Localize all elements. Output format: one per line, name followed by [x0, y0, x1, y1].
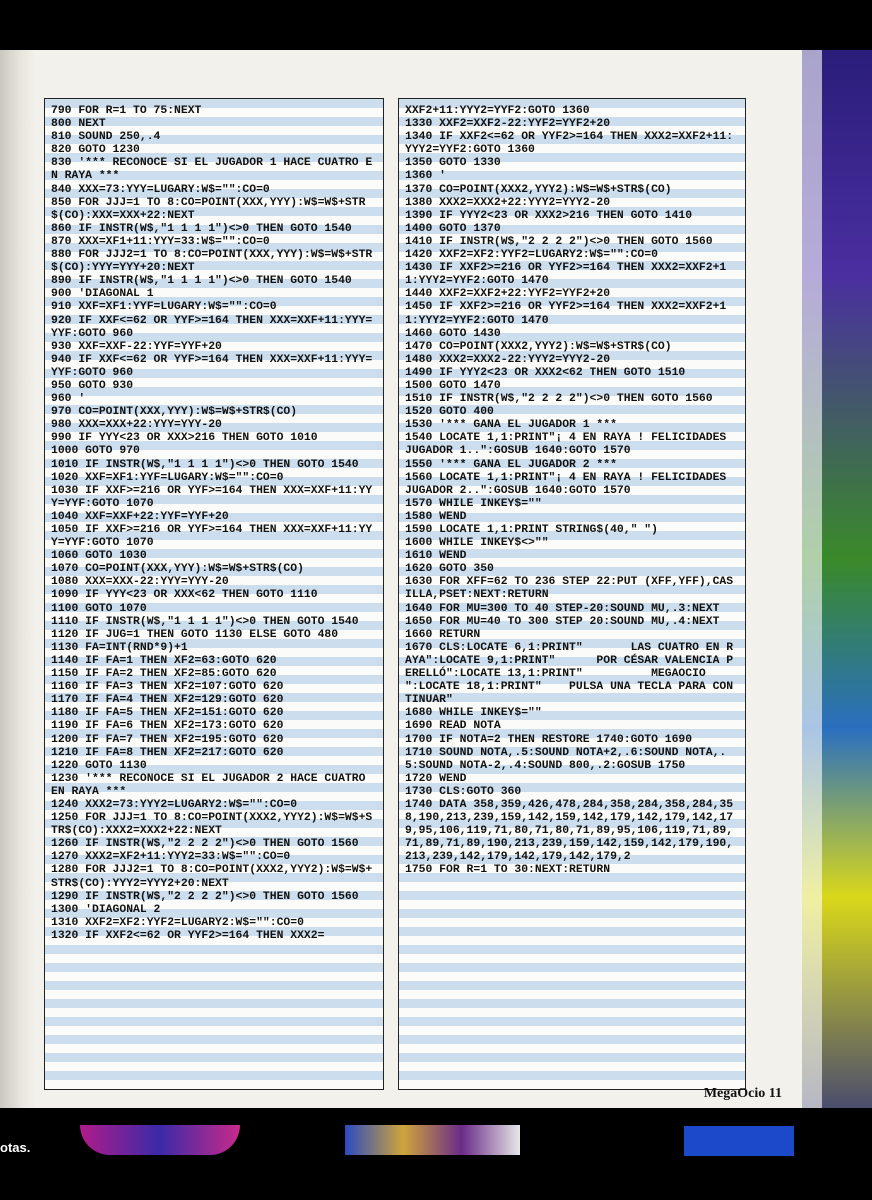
code-line: 1710 SOUND NOTA,.5:SOUND NOTA+2,.6:SOUND NOTA,.5:SOUND NOTA-2,.4:SOUND 800,.2:GOSUB 1750	[405, 746, 727, 772]
code-line: 1560 LOCATE 1,1:PRINT"¡ 4 EN RAYA ! FELICIDADES JUGADOR 2..":GOSUB 1640:GOTO 1570	[405, 471, 734, 497]
code-line: 1080 XXX=XXX-22:YYY=YYY-20	[51, 576, 229, 589]
code-line: 1610 WEND	[405, 550, 467, 563]
code-line: 850 FOR JJJ=1 TO 8:CO=POINT(XXX,YYY):W$=W$+STR$(CO):XXX=XXX+22:NEXT	[51, 196, 366, 222]
code-line: 1440 XXF2=XXF2+22:YYF2=YYF2+20	[405, 288, 611, 301]
code-line: 1170 IF FA=4 THEN XF2=129:GOTO 620	[51, 694, 284, 707]
code-line: 1400 GOTO 1370	[405, 222, 501, 235]
code-line: 790 FOR R=1 TO 75:NEXT	[51, 105, 202, 117]
code-line: 810 SOUND 250,.4	[51, 131, 161, 144]
code-line: 1310 XXF2=XF2:YYF2=LUGARY2:W$="":CO=0	[51, 916, 304, 929]
code-line: 1670 CLS:LOCATE 6,1:PRINT" LAS CUATRO EN RAYA":LOCATE 9,1:PRINT" POR CÉSAR VALENCIA PERELLÓ":LOCATE 13,1:PRINT" MEGAOCIO ":LOCATE 18,1:PRINT" PULSA UNA TECLA PARA CONTINUAR"	[405, 641, 761, 707]
code-line: 1390 IF YYY2<23 OR XXX2>216 THEN GOTO 1410	[405, 209, 693, 222]
code-line: 1000 GOTO 970	[51, 445, 140, 458]
basic-listing-left	[45, 99, 383, 943]
code-line: 1050 IF XXF>=216 OR YYF>=164 THEN XXX=XXF+11:YYY=YYF:GOTO 1070	[51, 524, 373, 550]
code-line: 1370 CO=POINT(XXX2,YYY2):W$=W$+STR$(CO)	[405, 183, 672, 196]
code-line: 1630 FOR XFF=62 TO 236 STEP 22:PUT (XFF,YFF),CASILLA,PSET:NEXT:RETURN	[405, 576, 734, 602]
bottom-artwork-center	[345, 1125, 520, 1155]
code-line: 1290 IF INSTR(W$,"2 2 2 2")<>0 THEN GOTO 1560	[51, 890, 359, 903]
code-line: 1230 '*** RECONOCE SI EL JUGADOR 2 HACE CUATRO EN RAYA ***	[51, 772, 373, 798]
code-line: 1120 IF JUG=1 THEN GOTO 1130 ELSE GOTO 480	[51, 628, 339, 641]
code-line: 1590 LOCATE 1,1:PRINT STRING$(40," ")	[405, 524, 658, 536]
code-line: 1430 IF XXF2>=216 OR YYF2>=164 THEN XXX2=XXF2+11:YYY2=YYF2:GOTO 1470	[405, 262, 727, 288]
code-line: 1210 IF FA=8 THEN XF2=217:GOTO 620	[51, 746, 284, 759]
code-line: XXF2+11:YYY2=YYF2:GOTO 1360	[405, 105, 590, 117]
code-line: 1330 XXF2=XXF2-22:YYF2=YYF2+20	[405, 118, 611, 131]
code-line: 930 XXF=XXF-22:YYF=YYF+20	[51, 340, 222, 353]
code-line: 900 'DIAGONAL 1	[51, 288, 154, 301]
code-line: 1540 LOCATE 1,1:PRINT"¡ 4 EN RAYA ! FELICIDADES JUGADOR 1..":GOSUB 1640:GOTO 1570	[405, 432, 734, 458]
code-line: 1410 IF INSTR(W$,"2 2 2 2")<>0 THEN GOTO 1560	[405, 235, 713, 248]
code-line: 1530 '*** GANA EL JUGADOR 1 ***	[405, 419, 617, 432]
code-line: 860 IF INSTR(W$,"1 1 1 1")<>0 THEN GOTO 1540	[51, 222, 352, 235]
code-line: 1490 IF YYY2<23 OR XXX2<62 THEN GOTO 1510	[405, 366, 686, 379]
code-line: 1350 GOTO 1330	[405, 157, 501, 170]
code-line: 820 GOTO 1230	[51, 144, 140, 157]
bottom-badge	[684, 1126, 794, 1156]
code-line: 1300 'DIAGONAL 2	[51, 903, 161, 916]
code-line: 1010 IF INSTR(W$,"1 1 1 1")<>0 THEN GOTO 1540	[51, 458, 359, 471]
code-line: 1150 IF FA=2 THEN XF2=85:GOTO 620	[51, 668, 277, 681]
code-line: 1700 IF NOTA=2 THEN RESTORE 1740:GOTO 1690	[405, 733, 693, 746]
code-line: 1110 IF INSTR(W$,"1 1 1 1")<>0 THEN GOTO 1540	[51, 615, 359, 628]
code-line: 1270 XXX2=XF2+11:YYY2=33:W$="":CO=0	[51, 851, 291, 864]
code-line: 970 CO=POINT(XXX,YYY):W$=W$+STR$(CO)	[51, 406, 298, 419]
code-line: 1500 GOTO 1470	[405, 379, 501, 392]
bottom-artwork-left	[80, 1125, 240, 1155]
code-line: 1190 IF FA=6 THEN XF2=173:GOTO 620	[51, 720, 284, 733]
code-line: 1420 XXF2=XF2:YYF2=LUGARY2:W$="":CO=0	[405, 249, 658, 262]
code-line: 1750 FOR R=1 TO 30:NEXT:RETURN	[405, 864, 611, 877]
code-line: 1200 IF FA=7 THEN XF2=195:GOTO 620	[51, 733, 284, 746]
code-line: 1690 READ NOTA	[405, 720, 501, 733]
code-line: 1680 WHILE INKEY$=""	[405, 707, 542, 720]
code-line: 1380 XXX2=XXX2+22:YYY2=YYY2-20	[405, 196, 611, 209]
code-line: 1160 IF FA=3 THEN XF2=107:GOTO 620	[51, 681, 284, 694]
code-line: 1020 XXF=XF1:YYF=LUGARY:W$="":CO=0	[51, 471, 284, 484]
listing-column-left	[44, 98, 384, 1090]
code-line: 1180 IF FA=5 THEN XF2=151:GOTO 620	[51, 707, 284, 720]
code-line: 950 GOTO 930	[51, 379, 134, 392]
code-line: 1320 IF XXF2<=62 OR YYF2>=164 THEN XXX2=	[51, 929, 325, 942]
code-line: 1730 CLS:GOTO 360	[405, 785, 522, 798]
code-line: 1280 FOR JJJ2=1 TO 8:CO=POINT(XXX2,YYY2):W$=W$+STR$(CO):YYY2=YYY2+20:NEXT	[51, 864, 373, 890]
code-line: 1130 FA=INT(RND*9)+1	[51, 641, 188, 654]
code-line: 1030 IF XXF>=216 OR YYF>=164 THEN XXX=XXF+11:YYY=YYF:GOTO 1070	[51, 484, 373, 510]
code-line: 1720 WEND	[405, 772, 467, 785]
code-line: 880 FOR JJJ2=1 TO 8:CO=POINT(XXX,YYY):W$=W$+STR$(CO):YYY=YYY+20:NEXT	[51, 249, 373, 275]
code-line: 1220 GOTO 1130	[51, 759, 147, 772]
code-line: 800 NEXT	[51, 118, 106, 131]
code-line: 1740 DATA 358,359,426,478,284,358,284,358,284,358,190,213,239,159,142,159,142,179,142,179,142,179,95,106,119,71,80,71,80,71,89,95,106,119,71,89,71,89,71,89,190,213,239,159,142,159,142,179,190,213,239,142,179,142,179,142,179,2	[405, 798, 734, 864]
code-line: 990 IF YYY<23 OR XXX>216 THEN GOTO 1010	[51, 432, 318, 445]
code-line: 1570 WHILE INKEY$=""	[405, 497, 542, 510]
code-line: 1650 FOR MU=40 TO 300 STEP 20:SOUND MU,.4:NEXT	[405, 615, 720, 628]
code-line: 980 XXX=XXX+22:YYY=YYY-20	[51, 419, 222, 432]
listing-column-right	[398, 98, 761, 1090]
code-line: 910 XXF=XF1:YYF=LUGARY:W$="":CO=0	[51, 301, 277, 314]
code-line: 1580 WEND	[405, 510, 467, 523]
code-line: 1470 CO=POINT(XXX2,YYY2):W$=W$+STR$(CO)	[405, 340, 672, 353]
code-line: 1260 IF INSTR(W$,"2 2 2 2")<>0 THEN GOTO 1560	[51, 838, 359, 851]
code-line: 890 IF INSTR(W$,"1 1 1 1")<>0 THEN GOTO 1540	[51, 275, 352, 288]
code-line: 1660 RETURN	[405, 628, 481, 641]
code-line: 1060 GOTO 1030	[51, 550, 147, 563]
code-line: 1460 GOTO 1430	[405, 327, 501, 340]
code-line: 1340 IF XXF2<=62 OR YYF2>=164 THEN XXX2=XXF2+11:YYY2=YYF2:GOTO 1360	[405, 131, 734, 157]
page-folio: MegaOcio 11	[703, 1086, 782, 1101]
code-line: 940 IF XXF<=62 OR YYF>=164 THEN XXX=XXF+11:YYY=YYF:GOTO 960	[51, 353, 373, 379]
facing-page-edge	[802, 50, 872, 1180]
page-spine	[0, 50, 36, 1180]
code-line: 1100 GOTO 1070	[51, 602, 147, 615]
code-line: 1640 FOR MU=300 TO 40 STEP-20:SOUND MU,.3:NEXT	[405, 602, 720, 615]
code-line: 1510 IF INSTR(W$,"2 2 2 2")<>0 THEN GOTO 1560	[405, 393, 713, 406]
basic-listing-right	[399, 99, 761, 878]
code-line: 1550 '*** GANA EL JUGADOR 2 ***	[405, 458, 617, 471]
code-line: 870 XXX=XF1+11:YYY=33:W$="":CO=0	[51, 235, 270, 248]
code-line: 1620 GOTO 350	[405, 563, 494, 576]
code-line: 1090 IF YYY<23 OR XXX<62 THEN GOTO 1110	[51, 589, 318, 602]
code-line: 960 '	[51, 393, 86, 406]
code-line: 840 XXX=73:YYY=LUGARY:W$="":CO=0	[51, 183, 270, 196]
code-line: 830 '*** RECONOCE SI EL JUGADOR 1 HACE CUATRO EN RAYA ***	[51, 157, 373, 183]
bottom-strip-word: otas.	[0, 1140, 31, 1155]
code-line: 1040 XXF=XXF+22:YYF=YYF+20	[51, 510, 229, 523]
code-line: 1070 CO=POINT(XXX,YYY):W$=W$+STR$(CO)	[51, 563, 304, 576]
code-line: 1600 WHILE INKEY$<>""	[405, 537, 549, 550]
code-line: 920 IF XXF<=62 OR YYF>=164 THEN XXX=XXF+11:YYY=YYF:GOTO 960	[51, 314, 373, 340]
code-line: 1450 IF XXF2>=216 OR YYF2>=164 THEN XXX2=XXF2+11:YYY2=YYF2:GOTO 1470	[405, 301, 727, 327]
code-line: 1250 FOR JJJ=1 TO 8:CO=POINT(XXX2,YYY2):W$=W$+STR$(CO):XXX2=XXX2+22:NEXT	[51, 812, 373, 838]
code-line: 1520 GOTO 400	[405, 406, 494, 419]
code-line: 1360 '	[405, 170, 447, 183]
code-line: 1140 IF FA=1 THEN XF2=63:GOTO 620	[51, 654, 277, 667]
code-line: 1480 XXX2=XXX2-22:YYY2=YYY2-20	[405, 353, 611, 366]
magazine-page	[0, 50, 872, 1180]
code-line: 1240 XXX2=73:YYY2=LUGARY2:W$="":CO=0	[51, 798, 298, 811]
